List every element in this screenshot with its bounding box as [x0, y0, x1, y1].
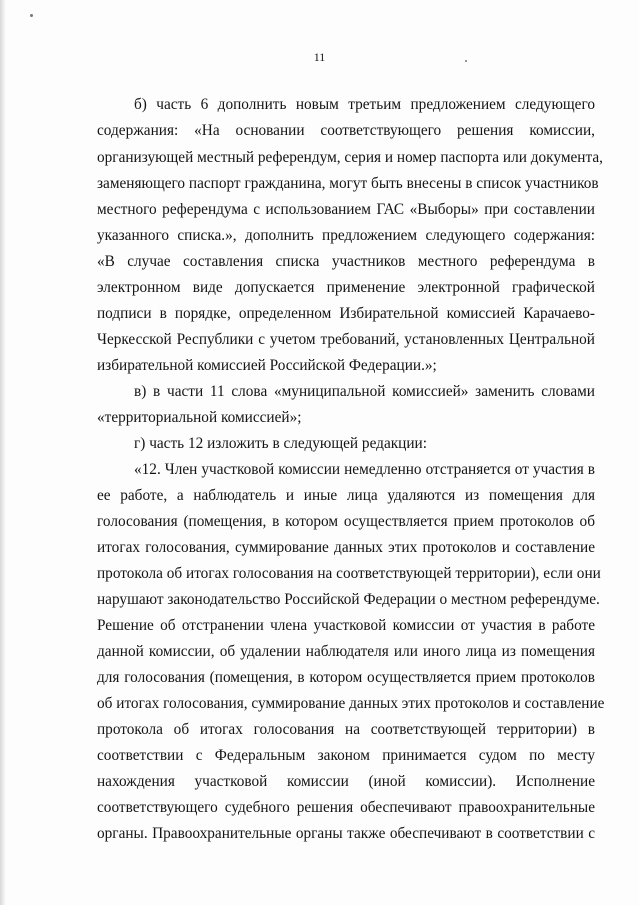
scan-edge-shadow: [0, 0, 6, 905]
text-line: голосования (помещения, в котором осуществляется прием протоколов об: [97, 513, 595, 530]
text-line: заменяющего паспорт гражданина, могут быть внесены в список участников: [97, 175, 599, 192]
text-line: в) в части 11 слова «муниципальной комиссией» заменить словами: [134, 383, 595, 400]
scan-speck: [30, 14, 33, 17]
text-line: для голосования (помещения, в котором осуществляется прием протоколов: [97, 669, 595, 686]
text-line: б) часть 6 дополнить новым третьим предложением следующего: [134, 96, 595, 113]
text-line: соответствии с Федеральным законом принимается судом по месту: [97, 747, 595, 764]
text-line: подписи в порядке, определенном Избирательной комиссией Карачаево-: [97, 305, 595, 322]
text-line: об итогах голосования, суммирование данных этих протоколов и составление: [97, 695, 605, 712]
text-line: Черкесской Республики с учетом требований, установленных Центральной: [97, 331, 595, 348]
text-line: ее работе, а наблюдатель и иные лица удаляются из помещения для: [97, 487, 595, 504]
text-line: «территориальной комиссией»;: [97, 409, 302, 426]
text-line: протокола об итогах голосования на соответствующей территории) в: [97, 721, 595, 738]
text-line: г) часть 12 изложить в следующей редакции:: [134, 435, 427, 452]
text-line: итогах голосования, суммирование данных этих протоколов и составление: [97, 539, 595, 556]
text-line: протокола об итогах голосования на соответствующей территории), если они: [97, 565, 601, 582]
text-line: указанного списка.», дополнить предложением следующего содержания:: [97, 227, 595, 244]
text-line: организующей местный референдум, серия и номер паспорта или документа,: [97, 149, 603, 166]
text-line: электронном виде допускается применение электронной графической: [97, 279, 595, 296]
text-line: содержания: «На основании соответствующего решения комиссии,: [97, 122, 595, 139]
text-line: соответствующего судебного решения обеспечивают правоохранительные: [97, 799, 595, 816]
text-line: Решение об отстранении члена участковой комиссии от участия в работе: [97, 617, 595, 634]
text-line: нарушают законодательство Российской Федерации о местном референдуме.: [97, 591, 600, 608]
page-number: 11: [313, 50, 326, 64]
text-line: избирательной комиссией Российской Федерации.»;: [97, 357, 437, 374]
text-line: местного референдума с использованием ГАС «Выборы» при составлении: [97, 201, 595, 218]
text-line: нахождения участковой комиссии (иной комиссии). Исполнение: [97, 773, 595, 790]
text-line: органы. Правоохранительные органы также обеспечивают в соответствии с: [97, 825, 595, 842]
text-line: «12. Член участковой комиссии немедленно отстраняется от участия в: [134, 461, 595, 478]
text-line: данной комиссии, об удалении наблюдателя или иного лица из помещения: [97, 643, 595, 660]
text-line: «В случае составления списка участников местного референдума в: [97, 253, 595, 270]
